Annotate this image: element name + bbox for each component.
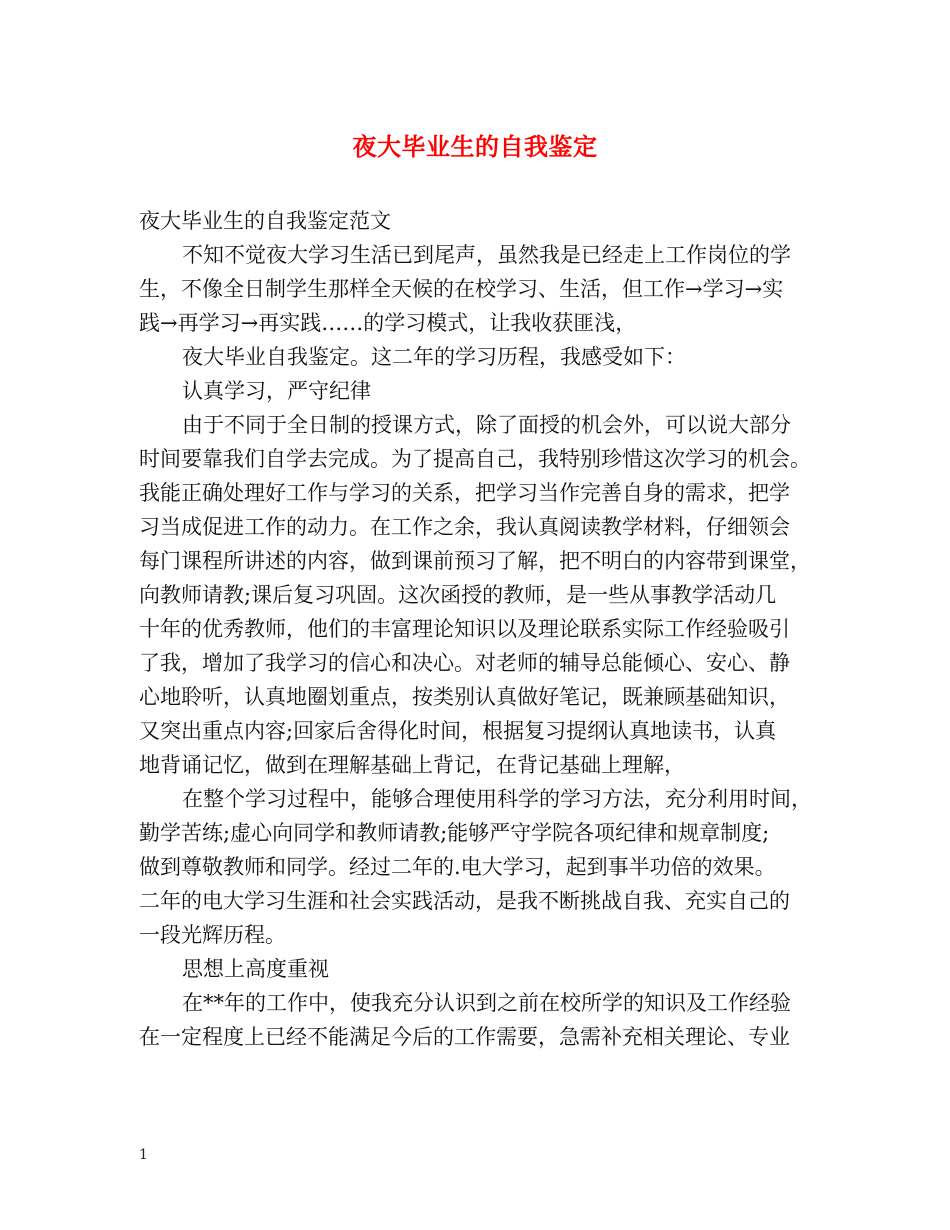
body-line: 在整个学习过程中，能够合理使用科学的学习方法，充分利用时间，	[182, 787, 812, 811]
body-line: 向教师请教;课后复习巩固。这次函授的教师，是一些从事教学活动几	[139, 583, 777, 607]
section-heading: 思想上高度重视	[182, 957, 329, 981]
body-line: 勤学苦练;虚心向同学和教师请教;能够严守学院各项纪律和规章制度;	[139, 821, 770, 845]
section-heading: 认真学习，严守纪律	[182, 379, 371, 403]
body-line: 每门课程所讲述的内容，做到课前预习了解，把不明白的内容带到课堂，	[139, 549, 811, 573]
document-title: 夜大毕业生的自我鉴定	[352, 132, 598, 161]
body-line: 一段光辉历程。	[139, 923, 286, 947]
body-line: 在一定程度上已经不能满足今后的工作需要，急需补充相关理论、专业	[139, 1025, 790, 1049]
body-line: 不知不觉夜大学习生活已到尾声，虽然我是已经走上工作岗位的学	[182, 243, 791, 267]
body-line: 地背诵记忆，做到在理解基础上背记，在背记基础上理解，	[139, 753, 685, 777]
body-line: 我能正确处理好工作与学习的关系，把学习当作完善自身的需求，把学	[139, 481, 790, 505]
body-line: 时间要靠我们自学去完成。为了提高自己，我特别珍惜这次学习的机会。	[139, 447, 811, 471]
body-line: 又突出重点内容;回家后舍得化时间，根据复习提纲认真地读书，认真	[139, 719, 777, 743]
body-line: 习当成促进工作的动力。在工作之余，我认真阅读教学材料，仔细领会	[139, 515, 790, 539]
body-line: 夜大毕业自我鉴定。这二年的学习历程，我感受如下：	[182, 345, 686, 369]
body-line: 践→再学习→再实践……的学习模式，让我收获匪浅，	[139, 311, 637, 335]
body-line: 夜大毕业生的自我鉴定范文	[139, 209, 391, 233]
page-number: 1	[139, 1147, 148, 1163]
body-line: 了我，增加了我学习的信心和决心。对老师的辅导总能倾心、安心、静	[139, 651, 790, 675]
body-line: 在**年的工作中，使我充分认识到之前在校所学的知识及工作经验	[182, 991, 791, 1015]
body-line: 生，不像全日制学生那样全天候的在校学习、生活，但工作→学习→实	[139, 277, 784, 301]
body-line: 十年的优秀教师，他们的丰富理论知识以及理论联系实际工作经验吸引	[139, 617, 790, 641]
body-line: 心地聆听，认真地圈划重点，按类别认真做好笔记，既兼顾基础知识，	[139, 685, 790, 709]
body-line: 二年的电大学习生涯和社会实践活动，是我不断挑战自我、充实自己的	[139, 889, 790, 913]
body-line: 做到尊敬教师和同学。经过二年的.电大学习，起到事半功倍的效果。	[139, 855, 776, 879]
body-line: 由于不同于全日制的授课方式，除了面授的机会外，可以说大部分	[182, 413, 791, 437]
